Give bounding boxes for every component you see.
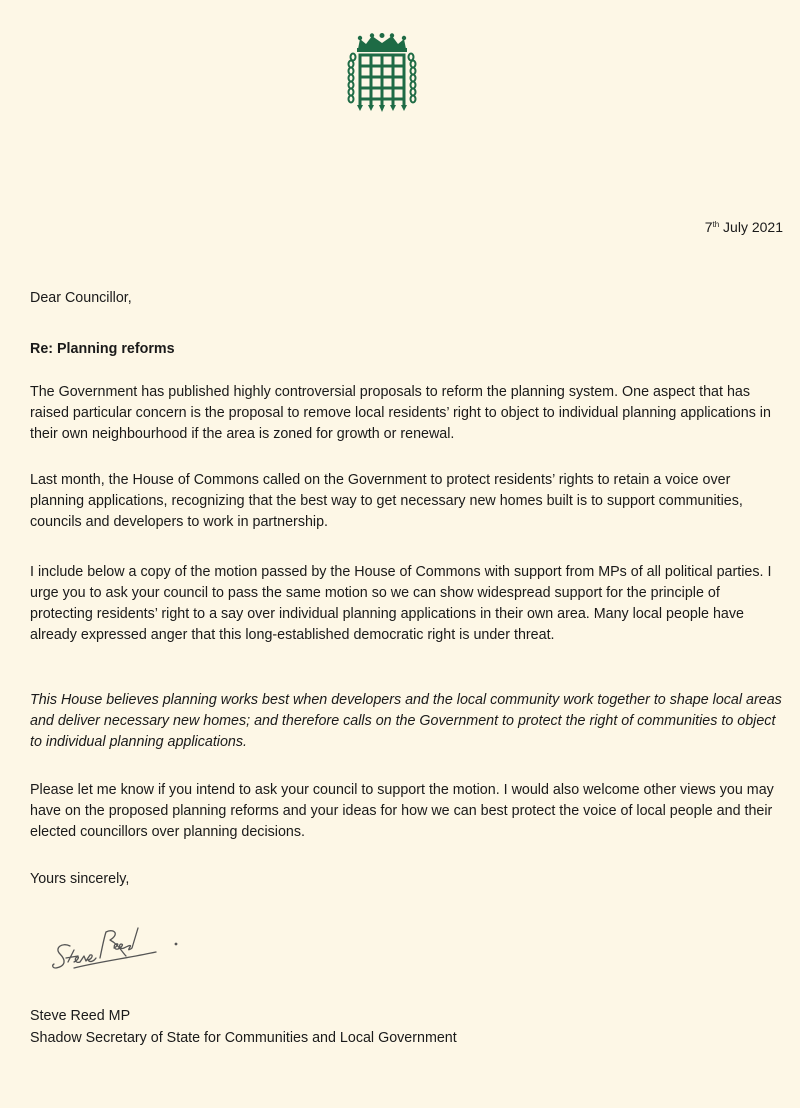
signer-title: Shadow Secretary of State for Communities and Local Government (30, 1030, 457, 1046)
paragraph-3: I include below a copy of the motion passed by the House of Commons with support from MPs of all political parties. I urge you to ask your council to pass the same motion so we can show widespread support for the principle of protecting residents’ right to a say over individual planning applications in their own area. Many local people have already expressed anger that this long-established democratic right is under threat. (30, 564, 772, 643)
portcullis-icon (346, 33, 418, 113)
letter-date: 7th July 2021 (704, 219, 783, 235)
motion-quote: This House believes planning works best when developers and the local community work together to shape local areas and deliver necessary new homes; and therefore calls on the Government to protect the right of communities to object to individual planning applications. (30, 692, 782, 750)
closing: Yours sincerely, (30, 871, 130, 887)
paragraph-1: The Government has published highly controversial proposals to reform the planning system. One aspect that has raised particular concern is the proposal to remove local residents’ right to object to individual planning applications in their own neighbourhood if the area is zoned for growth or renewal. (30, 384, 771, 442)
paragraph-2: Last month, the House of Commons called on the Government to protect residents’ rights to retain a voice over planning applications, recognizing that the best way to get necessary new homes built is to support communities, councils and developers to work in partnership. (30, 472, 743, 530)
signature (48, 918, 198, 978)
paragraph-4: Please let me know if you intend to ask your council to support the motion. I would also welcome other views you may have on the proposed planning reforms and your ideas for how we can best protect the voice of local people and their elected councillors over planning decisions. (30, 782, 774, 840)
signer-name: Steve Reed MP (30, 1008, 131, 1024)
subject-line: Re: Planning reforms (30, 341, 175, 357)
salutation: Dear Councillor, (30, 290, 132, 306)
